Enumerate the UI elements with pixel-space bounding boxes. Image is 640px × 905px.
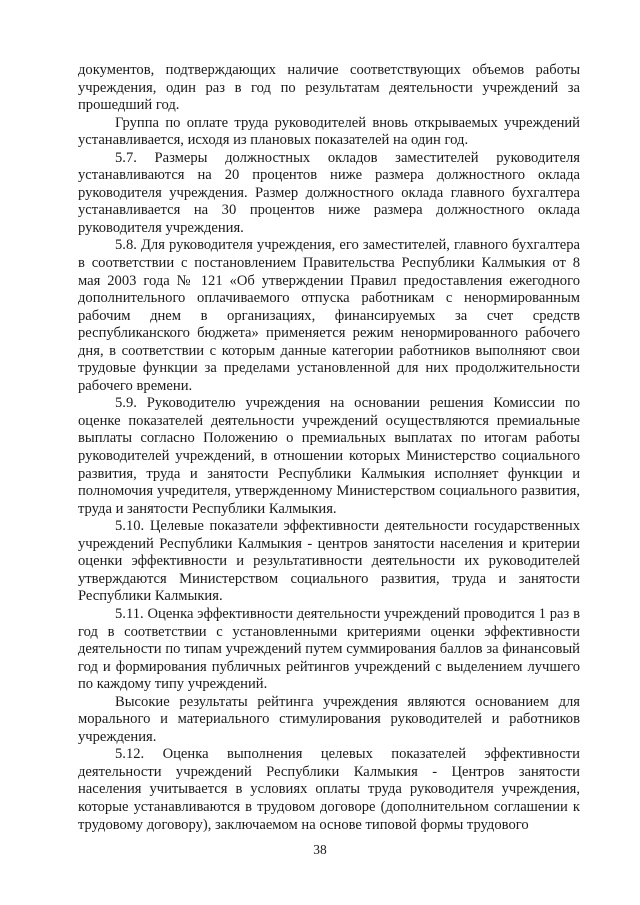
paragraph-5-12: 5.12. Оценка выполнения целевых показателей эффективности деятельности учреждений Республики Калмыкия - Центров занятости населения учитывается в условиях оплаты труда руководителя учреждения, которые устанавливаются в трудовом договоре (дополнительном соглашении к трудовому договору), заключаемом на основе типовой формы трудового	[78, 746, 580, 833]
paragraph-5-7: 5.7. Размеры должностных окладов заместителей руководителя устанавливаются на 20 процентов ниже размера должностного оклада руководителя учреждения. Размер должностного оклада главного бухгалтера устанавливается на 30 процентов ниже размера должностного оклада руководителя учреждения.	[78, 149, 580, 236]
document-body	[78, 62, 580, 834]
paragraph-new-institutions-group: Группа по оплате труда руководителей вновь открываемых учреждений устанавливается, исходя из плановых показателей на один год.	[78, 114, 580, 149]
paragraph-rating-results: Высокие результаты рейтинга учреждения являются основанием для морального и материального стимулирования руководителей и работников учреждения.	[78, 693, 580, 745]
paragraph-5-10: 5.10. Целевые показатели эффективности деятельности государственных учреждений Республики Калмыкия - центров занятости населения и критерии оценки эффективности и результативности деятельности их руководителей утверждаются Министерством социального развития, труда и занятости Республики Калмыкия.	[78, 518, 580, 605]
paragraph-5-11: 5.11. Оценка эффективности деятельности учреждений проводится 1 раз в год в соответствии с установленными критериями оценки эффективности деятельности по типам учреждений путем суммирования баллов за финансовый год и формирования публичных рейтингов учреждений с выделением лучшего по каждому типу учреждений.	[78, 605, 580, 693]
paragraph-5-8: 5.8. Для руководителя учреждения, его заместителей, главного бухгалтера в соответствии с постановлением Правительства Республики Калмыкия от 8 мая 2003 года № 121 «Об утверждении Правил предоставления ежегодного дополнительного оплачиваемого отпуска работникам с ненормированным рабочим днем в организациях, финансируемых за счет средств республиканского бюджета» применяется режим ненормированного рабочего дня, в соответствии с которым данные категории работников выполняют свои трудовые функции за пределами установленной для них продолжительности рабочего времени.	[78, 237, 580, 394]
paragraph-5-9: 5.9. Руководителю учреждения на основании решения Комиссии по оценке показателей деятельности учреждений осуществляются премиальные выплаты согласно Положению о премиальных выплатах по итогам работы руководителей учреждений, в отношении которых Министерство социального развития, труда и занятости Республики Калмыкия исполняет функции и полномочия учредителя, утвержденному Министерством социального развития, труда и занятости Республики Калмыкия.	[78, 395, 580, 517]
page-number: 38	[313, 842, 327, 857]
paragraph-continuation: документов, подтверждающих наличие соответствующих объемов работы учреждения, один раз в год по результатам деятельности учреждений за прошедший год.	[78, 62, 580, 114]
